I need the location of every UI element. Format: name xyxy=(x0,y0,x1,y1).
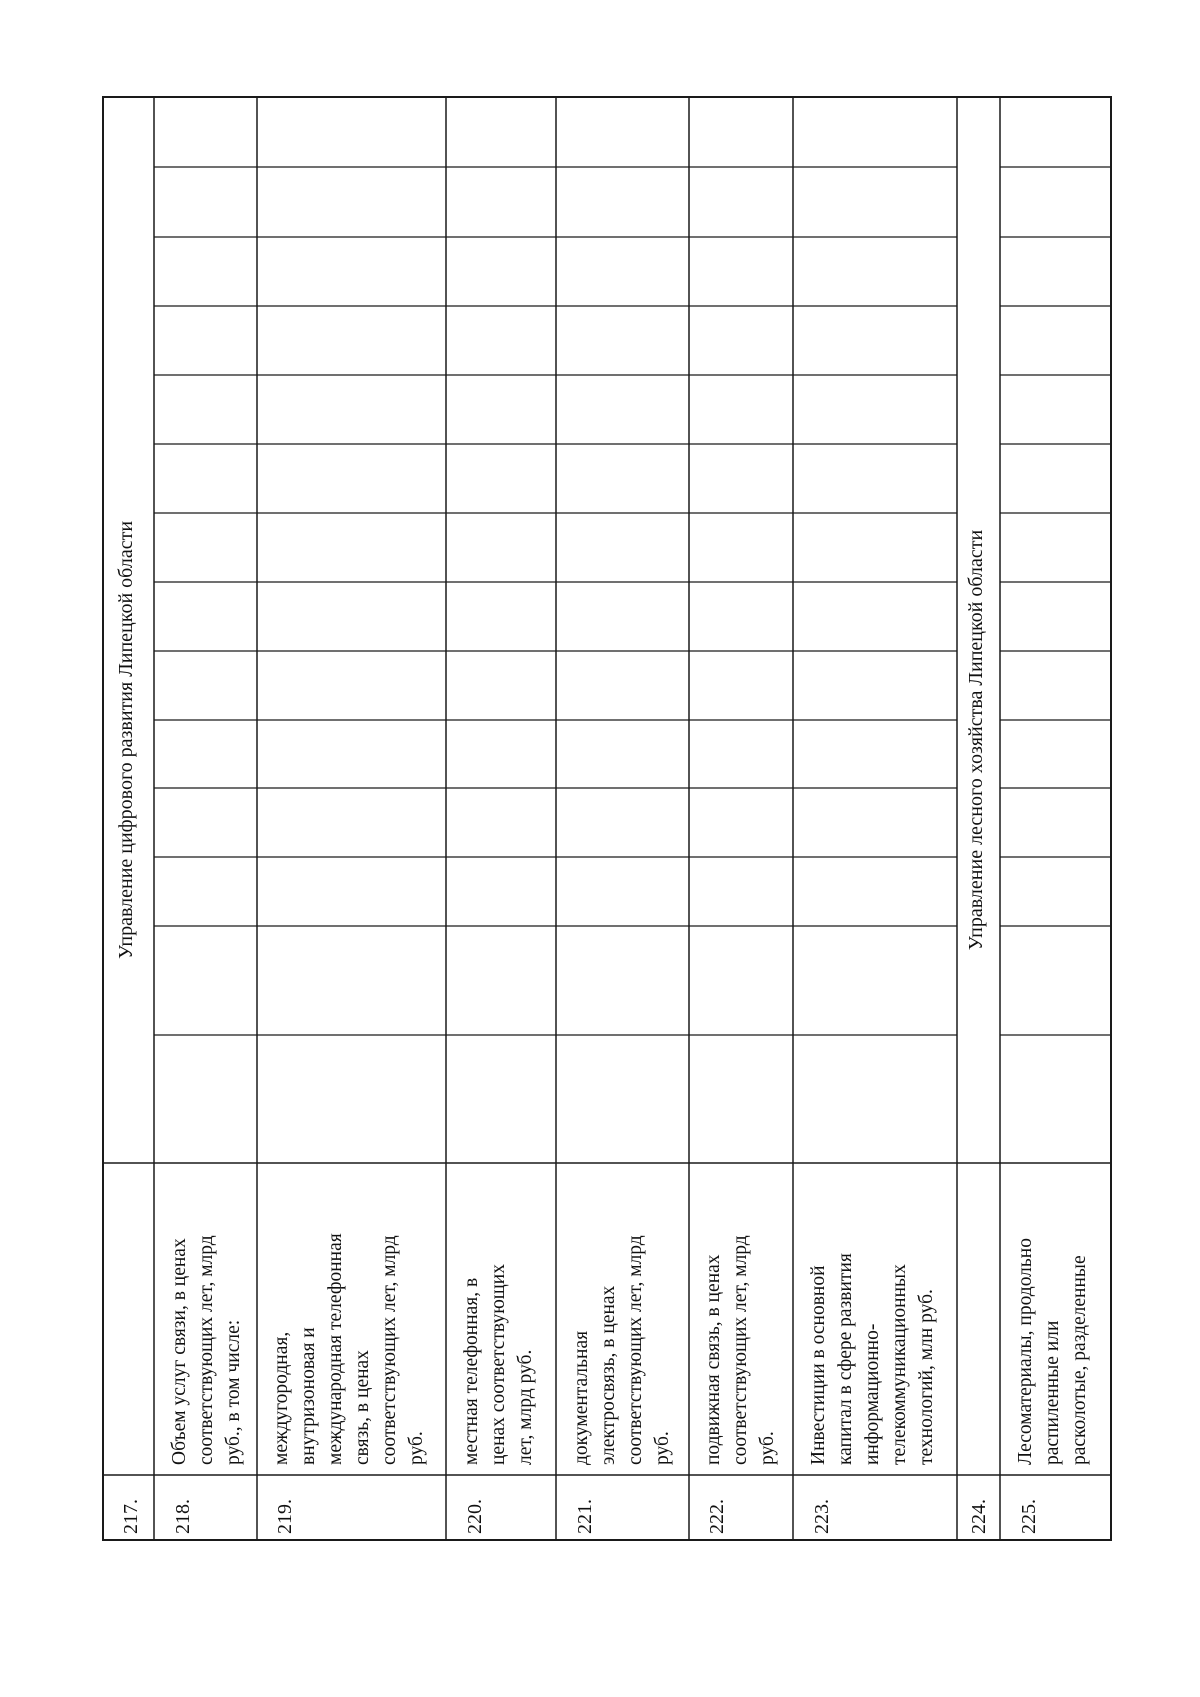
indicator-name: междугородная, внутризоновая и международная телефонная связь, в ценах соответствующих лет, млрд руб. xyxy=(271,1233,427,1465)
row-number: 223. xyxy=(811,1499,833,1534)
indicator-name: Объем услуг связи, в ценах соответствующих лет, млрд руб., в том числе: xyxy=(169,1235,244,1465)
row-number: 225. xyxy=(1018,1499,1040,1534)
row-number: 221. xyxy=(574,1499,596,1534)
indicator-name: Лесоматериалы, продольно распиленные или расколотые, разделенные xyxy=(1015,1238,1090,1465)
row-number: 222. xyxy=(706,1499,728,1534)
section-heading: Управление лесного хозяйства Липецкой области xyxy=(965,529,987,951)
indicator-name: подвижная связь, в ценах соответствующих лет, млрд руб. xyxy=(703,1235,778,1465)
row-number: 224. xyxy=(968,1499,990,1534)
row-number: 220. xyxy=(464,1499,486,1534)
indicator-name: местная телефонная, в ценах соответствующих лет, млрд руб. xyxy=(461,1264,536,1465)
indicator-name: документальная электросвязь, в ценах соответствующих лет, млрд руб. xyxy=(571,1235,673,1465)
indicator-name: Инвестиции в основной капитал в сфере развития информационно- телекоммуникационных технологий, млн руб. xyxy=(808,1253,937,1465)
row-number: 217. xyxy=(120,1499,142,1534)
row-number: 219. xyxy=(274,1499,296,1534)
row-number: 218. xyxy=(172,1499,194,1534)
section-heading: Управление цифрового развития Липецкой области xyxy=(115,520,137,960)
